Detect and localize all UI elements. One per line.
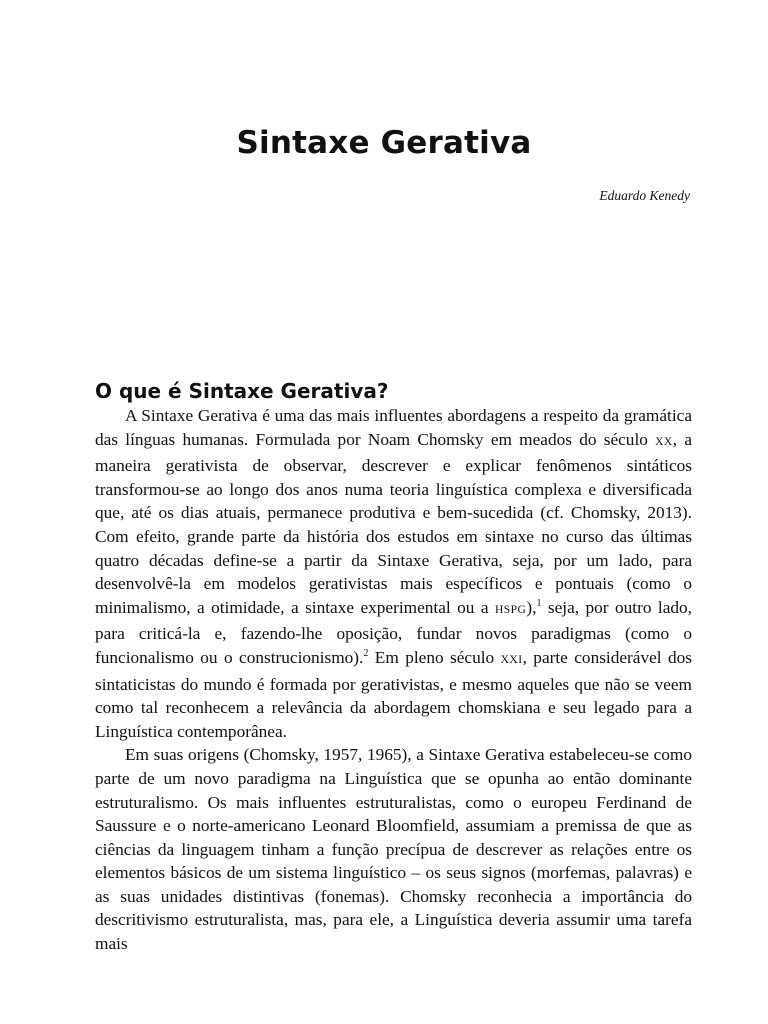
chapter-title: Sintaxe Gerativa: [236, 124, 532, 161]
p1-text-f: , parte considerável dos sintaticistas do mundo é formada por gerativistas, e mesmo aqueles que não se veem como tal reconhecem a relevância da abordagem chomskiana e seu legado para a Linguística contemporânea.: [95, 647, 693, 741]
p1-text-c: ),: [526, 597, 537, 617]
hspg-abbrev: HSPG: [494, 603, 527, 616]
p1-text-a: A Sintaxe Gerativa é uma das mais influentes abordagens a respeito da gramática das línguas humanas. Formulada por Noam Chomsky em meados do século: [95, 406, 692, 449]
century-xxi: XXI: [500, 653, 523, 666]
footnote-ref-1[interactable]: 1: [536, 597, 542, 609]
paragraph-2: Em suas origens (Chomsky, 1957, 1965), a Sintaxe Gerativa estabeleceu-se como parte de um novo paradigma na Linguística que se opunha ao então dominante estruturalismo. Os mais influentes estruturalistas, como o europeu Ferdinand de Saussure e o norte-americano Leonard Bloomfield, assumiam a premissa de que as ciências da linguagem tinham a função precípua de descrever as relações entre os elementos básicos de um sistema linguístico – os seus signos (morfemas, palavras) e as suas unidades distintivas (fonemas). Chomsky reconhecia a importância do descritivismo estruturalista, mas, para ele, a Linguística deveria assumir uma tarefa mais: [95, 745, 692, 954]
paragraph-1: [95, 404, 692, 743]
p1-text-b: , a maneira gerativista de observar, descrever e explicar fenômenos sintáticos transformou-se ao longo dos anos numa teoria linguística complexa e diversificada que, até os dias atuais, permanece produtiva e bem-sucedida (cf. Chomsky, 2013). Com efeito, grande parte da história dos estudos em sintaxe no curso das últimas quatro décadas define-se a partir da Sintaxe Gerativa, seja, por um lado, para desenvolvê-la em modelos gerativistas mais específicos e pontuais (como o minimalismo, a otimidade, a sintaxe experimental ou a: [95, 429, 692, 617]
century-xx: XX: [655, 435, 673, 448]
body-text: [95, 404, 692, 956]
section-heading: O que é Sintaxe Gerativa?: [95, 378, 389, 403]
p1-text-e: Em pleno século: [368, 647, 501, 667]
footnote-ref-2[interactable]: 2: [363, 648, 369, 660]
p1-text-d: seja, por outro lado, para criticá-la e, fazendo-lhe oposição, fundar novos paradigmas (como o funcionalismo ou o construcionismo).: [95, 597, 692, 667]
author-name: Eduardo Kenedy: [599, 188, 690, 203]
